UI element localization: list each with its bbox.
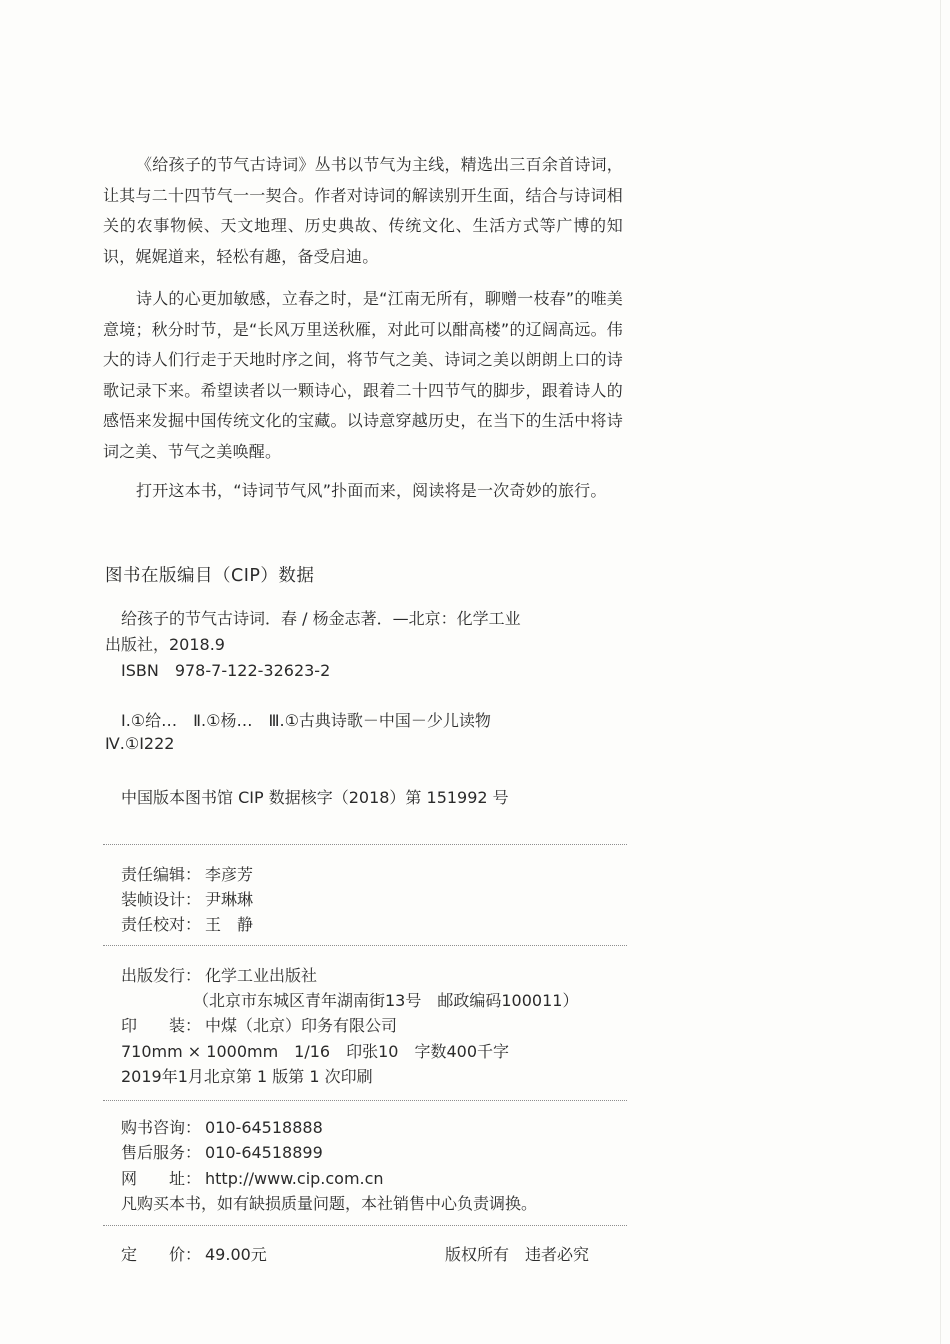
credit-proof-value: 王 静 bbox=[205, 915, 254, 934]
publisher-label: 出版发行： bbox=[121, 966, 202, 985]
price-value: 49.00元 bbox=[205, 1245, 267, 1264]
service-phone-value: 010-64518899 bbox=[205, 1143, 323, 1162]
cip-heading: 图书在版编目（CIP）数据 bbox=[105, 566, 315, 586]
credit-editor bbox=[121, 862, 253, 885]
credit-proof-label: 责任校对： bbox=[121, 915, 202, 934]
website-row bbox=[121, 1166, 384, 1189]
divider bbox=[103, 1225, 627, 1226]
intro-paragraph-1 bbox=[103, 150, 623, 272]
credit-design bbox=[121, 887, 253, 910]
divider bbox=[103, 1100, 627, 1101]
intro-paragraph-3 bbox=[103, 476, 623, 507]
cip-classification-line-2: Ⅳ.①I222 bbox=[105, 734, 175, 753]
credit-editor-label: 责任编辑： bbox=[121, 865, 202, 884]
website-url: http://www.cip.com.cn bbox=[205, 1169, 384, 1188]
printer-row bbox=[121, 1013, 397, 1036]
order-phone-label: 购书咨询： bbox=[121, 1118, 202, 1137]
publisher-address: （北京市东城区青年湖南街13号 邮政编码100011） bbox=[193, 991, 579, 1010]
intro-paragraph-1-text: 《给孩子的节气古诗词》丛书以节气为主线，精选出三百余首诗词，让其与二十四节气一一契合。作者对诗词的解读别开生面，结合与诗词相关的农事物候、天文地理、历史典故、传统文化、生活方式等广博的知识，娓娓道来，轻松有趣，备受启迪。 bbox=[103, 155, 623, 266]
copyright-notice: 版权所有 违者必究 bbox=[445, 1245, 590, 1264]
intro-paragraph-3-text: 打开这本书，“诗词节气风”扑面而来，阅读将是一次奇妙的旅行。 bbox=[136, 481, 607, 500]
service-phone-label: 售后服务： bbox=[121, 1143, 202, 1162]
intro-paragraph-2-text: 诗人的心更加敏感，立春之时，是“江南无所有，聊赠一枝春”的唯美意境；秋分时节，是“长风万里送秋雁，对此可以酣高楼”的辽阔高远。伟大的诗人们行走于天地时序之间，将节气之美、诗词之美以朗朗上口的诗歌记录下来。希望读者以一颗诗心，跟着二十四节气的脚步，跟着诗人的感悟来发掘中国传统文化的宝藏。以诗意穿越历史，在当下的生活中将诗词之美、节气之美唤醒。 bbox=[103, 289, 623, 461]
book-specs: 710mm × 1000mm 1/16 印张10 字数400千字 bbox=[121, 1042, 510, 1061]
credit-editor-value: 李彦芳 bbox=[205, 865, 254, 884]
website-label: 网 址： bbox=[121, 1169, 202, 1188]
divider bbox=[103, 945, 627, 946]
edition-info: 2019年1月北京第 1 版第 1 次印刷 bbox=[121, 1067, 373, 1086]
cip-isbn-line: ISBN 978-7-122-32623-2 bbox=[121, 661, 331, 680]
cip-classification-line: Ⅰ.①给… Ⅱ.①杨… Ⅲ.①古典诗歌－中国－少儿读物 bbox=[121, 711, 491, 730]
price-label: 定 价： bbox=[121, 1245, 202, 1264]
return-notice: 凡购买本书，如有缺损质量问题，本社销售中心负责调换。 bbox=[121, 1194, 538, 1213]
service-phone-row bbox=[121, 1140, 323, 1163]
credit-proof bbox=[121, 912, 253, 935]
publisher-row bbox=[121, 963, 317, 986]
printer-value: 中煤（北京）印务有限公司 bbox=[205, 1016, 398, 1035]
intro-paragraph-2 bbox=[103, 284, 623, 467]
price-row bbox=[121, 1242, 267, 1265]
credit-design-value: 尹琳琳 bbox=[205, 890, 254, 909]
cip-record-number: 中国版本图书馆 CIP 数据核字（2018）第 151992 号 bbox=[121, 788, 509, 807]
page-edge-shadow bbox=[940, 0, 941, 1344]
order-phone-row bbox=[121, 1115, 323, 1138]
publisher-value: 化学工业出版社 bbox=[205, 966, 318, 985]
printer-label: 印 装： bbox=[121, 1016, 202, 1035]
cip-publisher-line: 出版社，2018.9 bbox=[105, 635, 225, 654]
credit-design-label: 装帧设计： bbox=[121, 890, 202, 909]
order-phone-value: 010-64518888 bbox=[205, 1118, 323, 1137]
divider bbox=[103, 844, 627, 845]
cip-title-line: 给孩子的节气古诗词．春 / 杨金志著．—北京：化学工业 bbox=[121, 609, 521, 628]
